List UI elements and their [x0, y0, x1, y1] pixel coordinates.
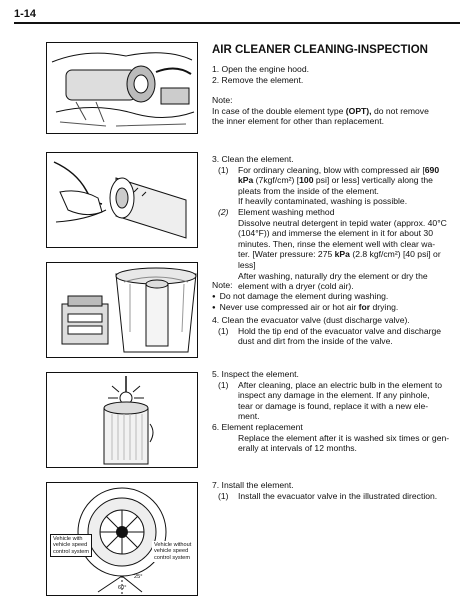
step-7-1-num: (1) [218, 490, 229, 501]
engine-compartment-illustration [46, 42, 198, 134]
section-title: AIR CLEANER CLEANING-INSPECTION [212, 44, 428, 56]
bulb-inspection-illustration [46, 372, 198, 468]
step-6: 6. Element replacement [212, 421, 303, 432]
note-2-label: Note: [212, 280, 233, 290]
blow-element-illustration [46, 152, 198, 248]
note-2-bullet-2: ● Never use compressed air or hot air for drying. [212, 302, 464, 314]
step-3-block [212, 154, 464, 292]
step-7-1-text: Install the evacuator valve in the illustrated direction. [238, 490, 438, 501]
note-2-bullet-1: ● Do not damage the element during washing. [212, 291, 464, 303]
angle-25-label: 25° [134, 574, 143, 580]
steps-1-2 [212, 64, 462, 127]
step-4: 4. Clean the evacuator valve (dust discharge valve). [212, 315, 410, 325]
step-3-2-text: Element washing method Dissolve neutral detergent in tepid water (approx. 40°C (104°F)) and immerse the element in it for about 30 minutes. Then, rinse the element well with clear wa- ter. [Water pressure: 275 kPa (2.8 kgf/cm²) [40 psi] or less] After washing, naturally dry the element or dry the element with a dryer (cold air). [238, 206, 447, 292]
label-without-speed-control: Vehicle without vehicle speed control system [154, 542, 192, 561]
step-3-1-text: For ordinary cleaning, blow with compressed air [690 kPa (7kgf/cm²) [100 psi] or less] vertically along the pleats from the inside of the element. If heavily contaminated, washing is possible. [238, 164, 440, 207]
step-4-1-text: Hold the tip end of the evacuator valve and discharge dust and dirt from the inside of the valve. [238, 325, 442, 347]
page-number: 1-14 [14, 8, 37, 20]
step-2: 2. Remove the element. [212, 74, 304, 85]
step-6-text: Replace the element after it is washed six times or gen- erally at intervals of 12 months. [238, 432, 450, 454]
note-2-block [212, 280, 464, 314]
step-3-2-num: (2) [218, 206, 229, 217]
note-double-element: In case of the double element type (OPT), do not remove [212, 105, 429, 116]
header-rule [14, 22, 460, 24]
label-with-speed-control: Vehicle with vehicle speed control system [50, 534, 92, 557]
note-double-element-cont: the inner element for other than replacement. [212, 116, 384, 127]
step-3: 3. Clean the element. [212, 154, 294, 164]
step-7: 7. Install the element. [212, 480, 294, 490]
washing-bucket-illustration [46, 262, 198, 358]
step-4-block [212, 315, 464, 347]
note-label: Note: [212, 95, 233, 106]
step-7-block [212, 480, 464, 501]
step-3-1-num: (1) [218, 164, 229, 175]
step-4-1-num: (1) [218, 325, 229, 336]
step-5-6-block [212, 369, 464, 454]
step-1: 1. Open the engine hood. [212, 64, 309, 74]
step-5: 5. Inspect the element. [212, 369, 299, 379]
angle-60-label: 60° [118, 585, 127, 591]
step-5-1-text: After cleaning, place an electric bulb in the element to inspect any damage in the element. If any pinhole, tear or damage is found, replace it with a new ele- ment. [238, 379, 442, 422]
step-5-1-num: (1) [218, 379, 229, 390]
